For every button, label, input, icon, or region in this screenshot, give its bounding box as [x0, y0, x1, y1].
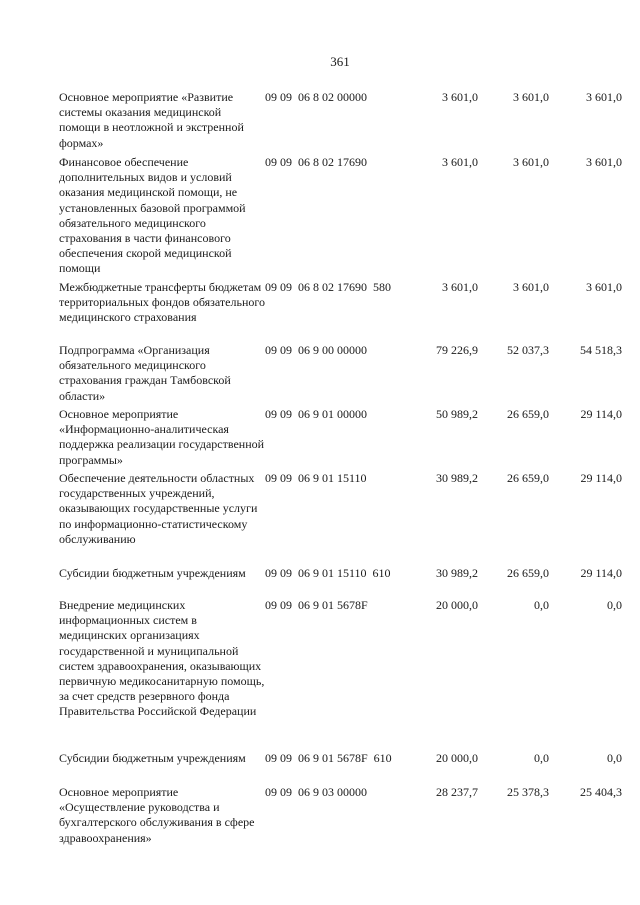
row-value-2: 26 659,0 [507, 566, 549, 580]
page-number: 361 [330, 54, 350, 69]
row-name: Основное мероприятие «Информационно-аналитическая поддержка реализации государственной программы» [59, 407, 265, 467]
row-value-1: 3 601,0 [442, 280, 478, 294]
row-value-1: 28 237,7 [436, 785, 478, 799]
row-name: Межбюджетные трансферты бюджетам территориальных фондов обязательного медицинского страхования [59, 280, 266, 325]
row-name: Основное мероприятие «Развитие системы оказания медицинской помощи в неотложной и экстренной формах» [59, 90, 244, 150]
row-value-2: 3 601,0 [513, 280, 549, 294]
row-code: 09 09 06 9 01 00000 [265, 407, 367, 421]
row-value-3: 0,0 [607, 751, 622, 765]
row-value-2: 3 601,0 [513, 90, 549, 104]
row-code: 09 09 06 9 01 5678F 610 [265, 751, 392, 765]
row-value-2: 26 659,0 [507, 407, 549, 421]
row-value-3: 54 518,3 [580, 343, 622, 357]
row-value-3: 3 601,0 [586, 90, 622, 104]
row-value-3: 3 601,0 [586, 155, 622, 169]
row-code: 09 09 06 8 02 00000 [265, 90, 367, 104]
row-code: 09 09 06 9 01 15110 610 [265, 566, 391, 580]
row-value-2: 52 037,3 [507, 343, 549, 357]
row-name: Внедрение медицинских информационных систем в медицинских организациях государственной и муниципальной систем здравоохранения, оказывающих первичную медикосанитарную помощь, за счет средств резервного фонда Правительства Российской Федерации [59, 598, 265, 719]
row-value-1: 30 989,2 [436, 566, 478, 580]
row-name: Финансовое обеспечение дополнительных видов и условий оказания медицинской помощи, не установленных базовой программой обязательного медицинского страхования в части финансового обеспечения скорой медицинской помощи [59, 155, 246, 276]
row-value-2: 25 378,3 [507, 785, 549, 799]
row-name: Обеспечение деятельности областных государственных учреждений, оказывающих государственные услуги по информационно-статистическому обслуживанию [59, 471, 258, 546]
row-code: 09 09 06 9 01 15110 [265, 471, 367, 485]
row-value-1: 79 226,9 [436, 343, 478, 357]
row-value-2: 26 659,0 [507, 471, 549, 485]
row-value-1: 50 989,2 [436, 407, 478, 421]
row-code: 09 09 06 9 03 00000 [265, 785, 367, 799]
row-value-3: 25 404,3 [580, 785, 622, 799]
row-name: Субсидии бюджетным учреждениям [59, 566, 246, 580]
row-value-3: 29 114,0 [580, 566, 622, 580]
row-value-3: 3 601,0 [586, 280, 622, 294]
row-value-3: 29 114,0 [580, 471, 622, 485]
row-code: 09 09 06 8 02 17690 [265, 155, 367, 169]
row-value-1: 3 601,0 [442, 90, 478, 104]
row-value-2: 0,0 [534, 751, 549, 765]
row-code: 09 09 06 8 02 17690 580 [265, 280, 391, 294]
row-value-3: 0,0 [607, 598, 622, 612]
row-name: Субсидии бюджетным учреждениям [59, 751, 246, 765]
row-code: 09 09 06 9 00 00000 [265, 343, 367, 357]
row-value-1: 30 989,2 [436, 471, 478, 485]
row-value-2: 0,0 [534, 598, 549, 612]
row-value-1: 3 601,0 [442, 155, 478, 169]
row-code: 09 09 06 9 01 5678F [265, 598, 368, 612]
row-value-1: 20 000,0 [436, 598, 478, 612]
row-value-3: 29 114,0 [580, 407, 622, 421]
row-name: Подпрограмма «Организация обязательного медицинского страхования граждан Тамбовской области» [59, 343, 231, 403]
row-value-2: 3 601,0 [513, 155, 549, 169]
row-name: Основное мероприятие «Осуществление руководства и бухгалтерского обслуживания в сфере здравоохранения» [59, 785, 255, 845]
row-value-1: 20 000,0 [436, 751, 478, 765]
